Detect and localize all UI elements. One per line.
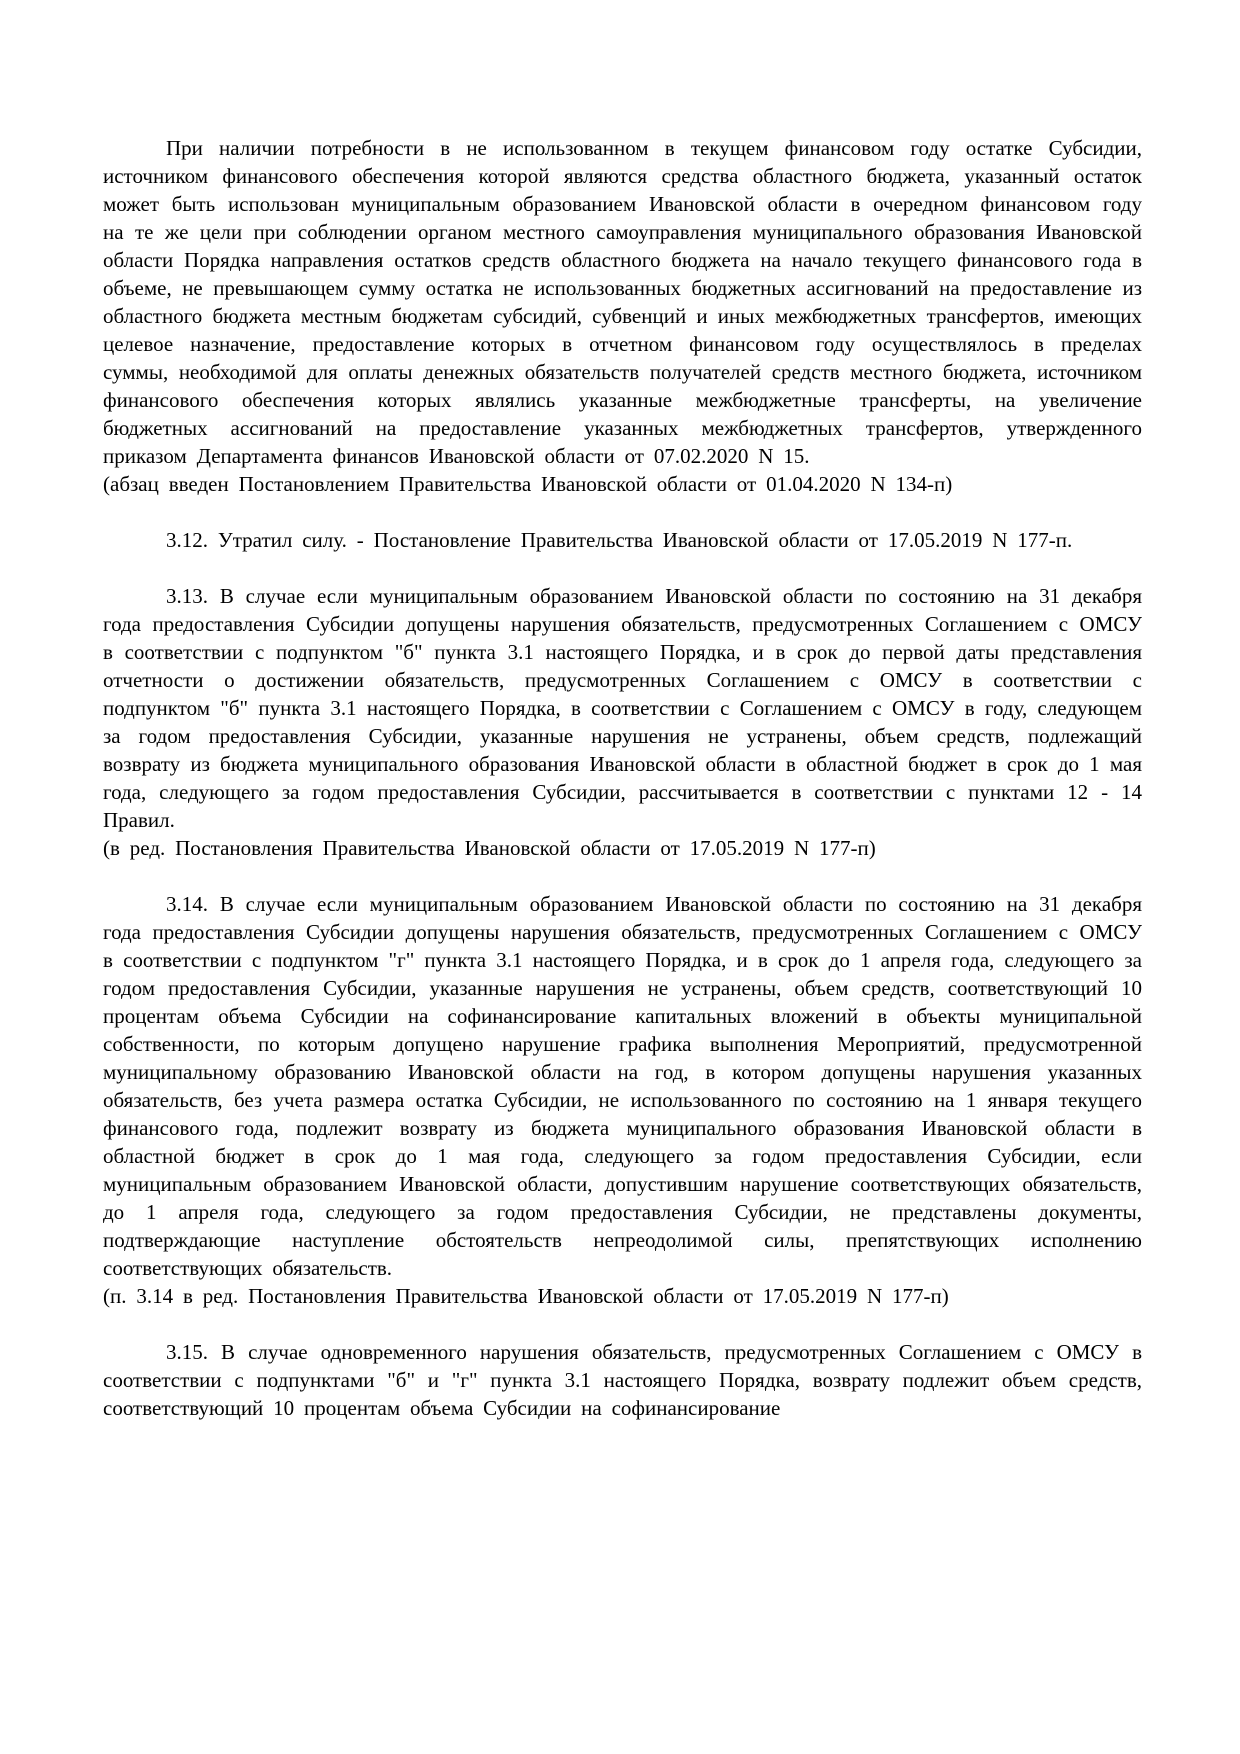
paragraph-budget-remainder: При наличии потребности в не использованном в текущем финансовом году остатке Субсидии, источником финансового обеспечения которой являются средства областного бюджета, указанный остаток может быть использован муниципальным образованием Ивановской области в очередном финансовом году на те же цели при соблюдении органом местного самоуправления муниципального образования Ивановской области Порядка направления остатков средств областного бюджета на начало текущего финансового года в объеме, не превышающем сумму остатка не использованных бюджетных ассигнований на предоставление из областного бюджета местным бюджетам субсидий, субвенций и иных межбюджетных трансфертов, имеющих целевое назначение, предоставление которых в отчетном финансовом году осуществлялось в пределах суммы, необходимой для оплаты денежных обязательств получателей средств местного бюджета, источником финансового обеспечения которых являлись указанные межбюджетные трансферты, на увеличение бюджетных ассигнований на предоставление указанных межбюджетных трансфертов, утвержденного приказом Департамента финансов Ивановской области от 07.02.2020 N 15.: [103, 136, 1142, 468]
clause-3-15: 3.15. В случае одновременного нарушения обязательств, предусмотренных Соглашением с ОМСУ в соответствии с подпунктами "б" и "г" пункта 3.1 настоящего Порядка, возврату подлежит объем средств, соответствующий 10 процентам объема Субсидии на софинансирование: [103, 1340, 1142, 1420]
clause-3-13: 3.13. В случае если муниципальным образованием Ивановской области по состоянию на 31 декабря года предоставления Субсидии допущены нарушения обязательств, предусмотренных Соглашением с ОМСУ в соответствии с подпунктом "б" пункта 3.1 настоящего Порядка, и в срок до первой даты представления отчетности о достижении обязательств, предусмотренных Соглашением с ОМСУ в соответствии с подпунктом "б" пункта 3.1 настоящего Порядка, в соответствии с Соглашением с ОМСУ в году, следующем за годом предоставления Субсидии, указанные нарушения не устранены, объем средств, подлежащий возврату из бюджета муниципального образования Ивановской области в областной бюджет в срок до 1 мая года, следующего за годом предоставления Субсидии, рассчитывается в соответствии с пунктами 12 - 14 Правил.: [103, 584, 1142, 832]
amendment-note-134p: (абзац введен Постановлением Правительства Ивановской области от 01.04.2020 N 134-п): [103, 472, 953, 496]
amendment-note-177p: (в ред. Постановления Правительства Ивановской области от 17.05.2019 N 177-п): [103, 836, 876, 860]
clause-3-12: 3.12. Утратил силу. - Постановление Правительства Ивановской области от 17.05.2019 N 177-п.: [166, 528, 1073, 552]
clause-3-14: 3.14. В случае если муниципальным образованием Ивановской области по состоянию на 31 декабря года предоставления Субсидии допущены нарушения обязательств, предусмотренных Соглашением с ОМСУ в соответствии с подпунктом "г" пункта 3.1 настоящего Порядка, и в срок до 1 апреля года, следующего за годом предоставления Субсидии, указанные нарушения не устранены, объем средств, соответствующий 10 процентам объема Субсидии на софинансирование капитальных вложений в объекты муниципальной собственности, по которым допущено нарушение графика выполнения Мероприятий, предусмотренной муниципальному образованию Ивановской области на год, в котором допущены нарушения указанных обязательств, без учета размера остатка Субсидии, не использованного по состоянию на 1 января текущего финансового года, подлежит возврату из бюджета муниципального образования Ивановской области в областной бюджет в срок до 1 мая года, следующего за годом предоставления Субсидии, если муниципальным образованием Ивановской области, допустившим нарушение соответствующих обязательств, до 1 апреля года, следующего за годом предоставления Субсидии, не представлены документы, подтверждающие наступление обстоятельств непреодолимой силы, препятствующих исполнению соответствующих обязательств.: [103, 892, 1142, 1280]
amendment-note-3-14-177p: (п. 3.14 в ред. Постановления Правительства Ивановской области от 17.05.2019 N 177-п): [103, 1284, 949, 1308]
